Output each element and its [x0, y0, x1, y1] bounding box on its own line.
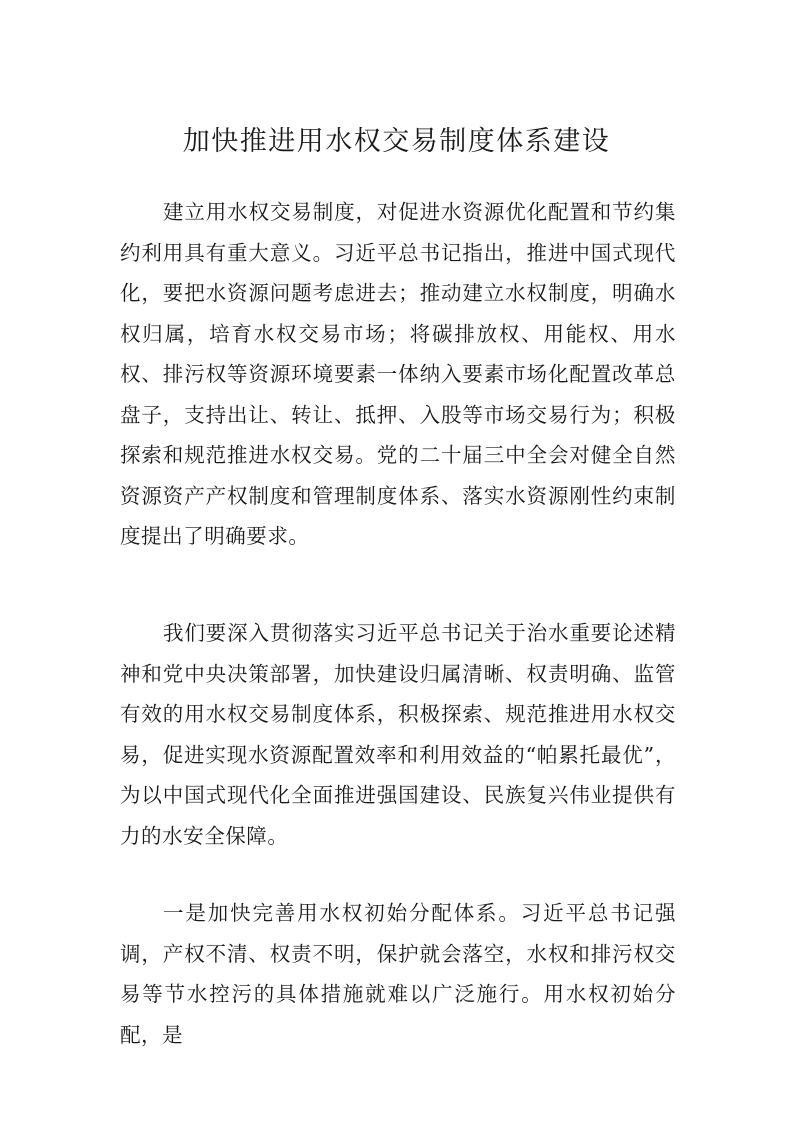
- page-title: 加快推进用水权交易制度体系建设: [182, 126, 611, 157]
- paragraph-intro: 建立用水权交易制度，对促进水资源优化配置和节约集约利用具有重大意义。习近平总书记指出，推进中国式现代化，要把水资源问题考虑进去；推动建立水权制度，明确水权归属，培育水权交易市场；将碳排放权、用能权、用水权、排污权等资源环境要素一体纳入要素市场化配置改革总盘子，支持出让、转让、抵押、入股等市场交易行为；积极探索和规范推进水权交易。党的二十届三中全会对健全自然资源资产产权制度和管理制度体系、落实水资源刚性约束制度提出了明确要求。: [120, 200, 676, 548]
- paragraph-point-one: 一是加快完善用水权初始分配体系。习近平总书记强调，产权不清、权责不明，保护就会落空，水权和排污权交易等节水控污的具体措施就难以广泛施行。用水权初始分配，是: [120, 901, 676, 1047]
- paragraph-implementation: 我们要深入贯彻落实习近平总书记关于治水重要论述精神和党中央决策部署，加快建设归属清晰、权责明确、监管有效的用水权交易制度体系，积极探索、规范推进用水权交易，促进实现水资源配置效率和利用效益的“帕累托最优”，为以中国式现代化全面推进强国建设、民族复兴伟业提供有力的水安全保障。: [120, 621, 676, 848]
